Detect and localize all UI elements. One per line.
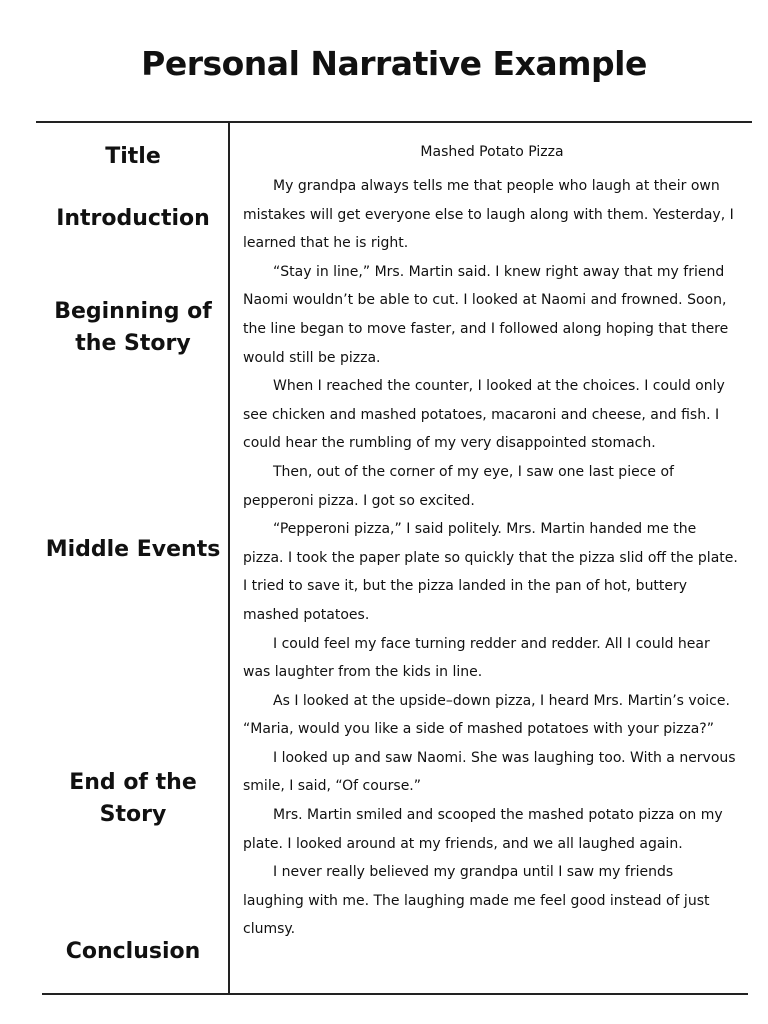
story-paragraph: As I looked at the upside–down pizza, I heard Mrs. Martin’s voice. “Maria, would you like a side of mashed potatoes with your pizza?” [243, 692, 730, 738]
label-title [38, 141, 228, 173]
label-beginning [38, 296, 228, 360]
label-conclusion [38, 936, 228, 968]
label-beginning-line2: the Story [75, 331, 191, 356]
story-paragraph: I could feel my face turning redder and redder. All I could hear was laughter from the kids in line. [243, 635, 710, 681]
story-paragraph: Then, out of the corner of my eye, I saw one last piece of pepperoni pizza. I got so excited. [243, 463, 674, 509]
story-paragraph: “Stay in line,” Mrs. Martin said. I knew right away that my friend Naomi wouldn’t be able to cut. I looked at Naomi and frowned. Soon, the line began to move faster, and I followed along hoping that there would still be pizza. [243, 263, 729, 366]
story-paragraph: My grandpa always tells me that people who laugh at their own mistakes will get everyone else to laugh along with them. Yesterday, I learned that he is right. [243, 178, 734, 252]
label-middle-text: Middle Events [45, 537, 221, 562]
label-end [38, 767, 228, 831]
story-title: Mashed Potato Pizza [420, 144, 564, 160]
top-divider [36, 121, 752, 123]
label-middle [38, 534, 228, 566]
bottom-divider [42, 993, 748, 995]
story-body [243, 172, 738, 944]
label-conclusion-text: Conclusion [65, 939, 201, 964]
story-paragraph: I never really believed my grandpa until I saw my friends laughing with me. The laughing made me feel good instead of just clumsy. [243, 864, 710, 938]
story-paragraph: Mrs. Martin smiled and scooped the mashed potato pizza on my plate. I looked around at my friends, and we all laughed again. [243, 807, 723, 852]
page-title: Personal Narrative Example [141, 44, 647, 83]
label-end-line1: End of the [69, 770, 197, 795]
story-paragraph: When I reached the counter, I looked at the choices. I could only see chicken and mashed potatoes, macaroni and cheese, and fish. I could hear the rumbling of my very disappointed stomach. [243, 378, 725, 452]
story-paragraph: “Pepperoni pizza,” I said politely. Mrs. Martin handed me the pizza. I took the paper plate so quickly that the pizza slid off the plate. I tried to save it, but the pizza landed in the pan of hot, buttery mashed potatoes. [243, 521, 738, 623]
label-introduction-text: Introduction [56, 206, 210, 231]
label-end-line2: Story [99, 802, 167, 827]
label-beginning-line1: Beginning of [54, 299, 212, 324]
story-paragraph: I looked up and saw Naomi. She was laughing too. With a nervous smile, I said, “Of course.” [243, 749, 736, 795]
column-divider [228, 122, 230, 994]
label-title-text: Title [105, 144, 161, 169]
label-introduction [38, 203, 228, 235]
